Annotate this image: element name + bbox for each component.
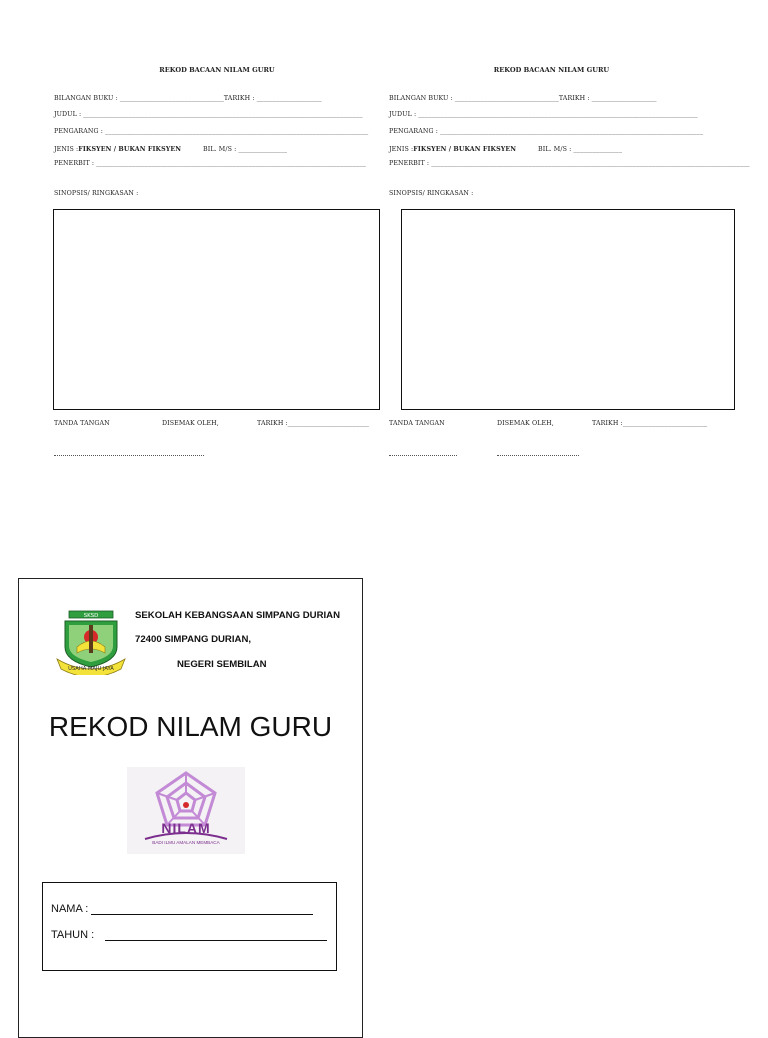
judul-field[interactable]: JUDUL : ______________________________________________________________________________________ bbox=[389, 111, 698, 118]
nilam-logo bbox=[127, 767, 245, 854]
nilam-logo-text: NILAM bbox=[161, 820, 211, 836]
disemak-oleh-label: DISEMAK OLEH, bbox=[162, 420, 219, 427]
sinopsis-label: SINOPSIS/ RINGKASAN : bbox=[54, 190, 139, 197]
jenis-options[interactable]: FIKSYEN / BUKAN FIKSYEN bbox=[78, 146, 182, 153]
signature-line[interactable] bbox=[54, 455, 204, 456]
disemak-oleh-label: DISEMAK OLEH, bbox=[497, 420, 554, 427]
penerbit-field[interactable]: PENERBIT : __________________________________________________________________________________________________ bbox=[389, 160, 750, 167]
jenis-field bbox=[54, 146, 181, 153]
school-address-line1: 72400 SIMPANG DURIAN, bbox=[135, 634, 252, 645]
tarikh-sign-field[interactable]: TARIKH :_________________________ bbox=[257, 420, 369, 427]
tarikh-sign-field[interactable]: TARIKH :__________________________ bbox=[592, 420, 708, 427]
cover-heading: REKOD NILAM GURU bbox=[48, 711, 333, 742]
nama-label: NAMA : bbox=[51, 903, 89, 915]
nilam-tagline: BADI ILMU AMALAN MEMBACA bbox=[152, 840, 220, 845]
jenis-label: JENIS : bbox=[389, 146, 414, 153]
tahun-input-line[interactable] bbox=[105, 940, 327, 941]
sinopsis-box[interactable] bbox=[53, 209, 380, 410]
verifier-signature-line[interactable] bbox=[497, 455, 579, 456]
sinopsis-box[interactable] bbox=[401, 209, 735, 410]
crest-top-text: SKSD bbox=[83, 613, 99, 619]
bil-ms-field[interactable]: BIL. M/S : _______________ bbox=[538, 146, 623, 153]
judul-field[interactable]: JUDUL : ______________________________________________________________________________________ bbox=[54, 111, 363, 118]
pengarang-field[interactable]: PENGARANG : _________________________________________________________________________________ bbox=[389, 128, 704, 135]
form-title: REKOD BACAAN NILAM GURU bbox=[159, 66, 275, 74]
signature-line[interactable] bbox=[389, 455, 457, 456]
bilangan-buku-field[interactable]: BILANGAN BUKU : ________________________________TARIKH : ____________________ bbox=[54, 95, 322, 102]
cover-page bbox=[18, 578, 363, 1038]
bilangan-buku-field[interactable]: BILANGAN BUKU : ________________________________TARIKH : ____________________ bbox=[389, 95, 657, 102]
jenis-label: JENIS : bbox=[54, 146, 79, 153]
crest-motto: USAHA MAJU JAYA bbox=[68, 666, 114, 672]
name-box bbox=[42, 882, 337, 971]
tanda-tangan-label: TANDA TANGAN bbox=[389, 420, 445, 427]
school-address-line2: NEGERI SEMBILAN bbox=[177, 659, 267, 670]
jenis-field bbox=[389, 146, 516, 153]
nama-input-line[interactable] bbox=[91, 914, 313, 915]
school-crest-icon bbox=[55, 607, 127, 675]
jenis-options[interactable]: FIKSYEN / BUKAN FIKSYEN bbox=[413, 146, 517, 153]
penerbit-field[interactable]: PENERBIT : ___________________________________________________________________________________ bbox=[54, 160, 366, 167]
form-title: REKOD BACAAN NILAM GURU bbox=[493, 66, 610, 74]
bil-ms-field[interactable]: BIL. M/S : _______________ bbox=[203, 146, 288, 153]
tanda-tangan-label: TANDA TANGAN bbox=[54, 420, 110, 427]
sinopsis-label: SINOPSIS/ RINGKASAN : bbox=[389, 190, 474, 197]
tahun-label: TAHUN : bbox=[51, 929, 95, 941]
school-name: SEKOLAH KEBANGSAAN SIMPANG DURIAN bbox=[135, 610, 341, 621]
pengarang-field[interactable]: PENGARANG : _________________________________________________________________________________ bbox=[54, 128, 369, 135]
